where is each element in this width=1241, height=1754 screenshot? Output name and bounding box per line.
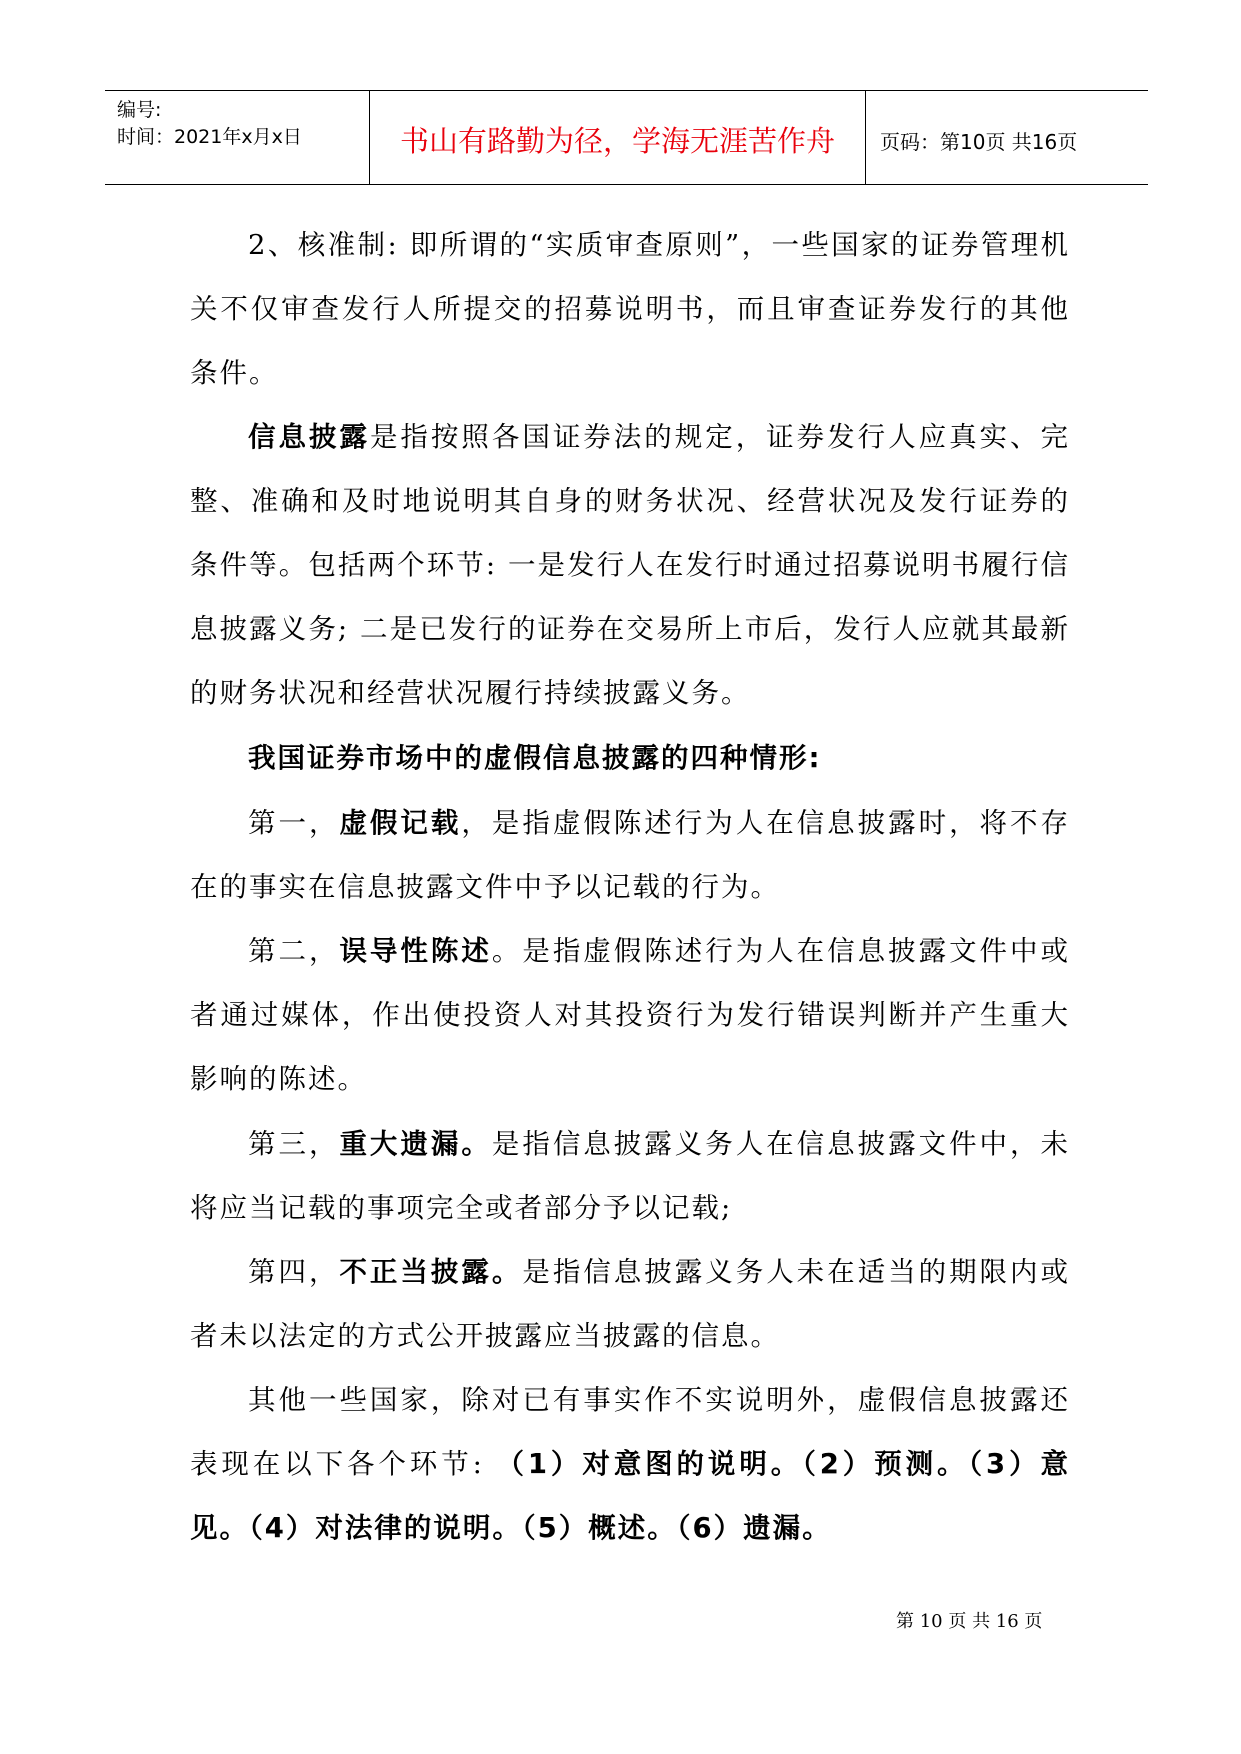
- item-prefix: 第二，: [248, 935, 340, 967]
- term-bold: 虚假记载: [339, 807, 462, 839]
- paragraph-improper-disclosure: [190, 1240, 1070, 1368]
- paragraph-other-countries: [190, 1368, 1070, 1560]
- motto: 书山有路勤为径，学海无涯苦作舟: [399, 124, 835, 158]
- item-prefix: 第四，: [248, 1256, 340, 1288]
- enumeration-bold: （1）对意图的说明。（2）预测。（3）意见。（4）对法律的说明。（5）概述。（6）遗漏。: [190, 1448, 1070, 1544]
- term-bold: 重大遗漏。: [339, 1128, 492, 1160]
- page-footer: 第 10 页 共 16 页: [896, 1611, 1043, 1632]
- heading-text: 我国证券市场中的虚假信息披露的四种情形:: [248, 742, 822, 774]
- paragraph-major-omission: [190, 1112, 1070, 1240]
- header-page-cell: [866, 91, 1148, 184]
- page-label: 页码：第10页 共16页: [880, 130, 1078, 154]
- section-heading: [190, 726, 1070, 790]
- header-motto-cell: [369, 91, 866, 184]
- paragraph-text: 其他一些国家，除对已有事实作不实说明外，虚假信息披露还表现在以下各个环节:: [190, 1384, 1070, 1480]
- paragraph-text: 是指信息披露义务人在信息披露文件中，未将应当记载的事项完全或者部分予以记载;: [190, 1128, 1071, 1224]
- term-bold: 信息披露: [248, 421, 370, 453]
- header-info-cell: [105, 91, 369, 184]
- paragraph-text: 是指信息披露义务人未在适当的期限内或者未以法定的方式公开披露应当披露的信息。: [190, 1256, 1071, 1352]
- item-prefix: 第一，: [248, 807, 340, 839]
- term-bold: 误导性陈述: [339, 935, 492, 967]
- item-prefix: 第三，: [248, 1128, 340, 1160]
- paragraph-disclosure-definition: [190, 405, 1070, 725]
- paragraph-text: ，是指虚假陈述行为人在信息披露时，将不存在的事实在信息披露文件中予以记载的行为。: [190, 807, 1071, 903]
- time-label: 时间：2021年x月x日: [117, 126, 302, 148]
- paragraph-text: 是指按照各国证券法的规定，证券发行人应真实、完整、准确和及时地说明其自身的财务状况、经营状况及发行证券的条件等。包括两个环节: 一是发行人在发行时通过招募说明书履行信息披露义务; 二是已发行的证券在交易所上市后，发行人应就其最新的财务状况和经营状况履行持续披露义务。: [190, 421, 1071, 709]
- paragraph-approval-system: [190, 213, 1070, 405]
- paragraph-text: 2、核准制: 即所谓的“实质审查原则”，一些国家的证券管理机关不仅审查发行人所提交的招募说明书，而且审查证券发行的其他条件。: [190, 229, 1070, 389]
- paragraph-misleading-statement: [190, 919, 1070, 1111]
- number-label: 编号:: [117, 99, 162, 121]
- term-bold: 不正当披露。: [339, 1256, 523, 1288]
- paragraph-false-record: [190, 791, 1070, 919]
- paragraph-text: 。是指虚假陈述行为人在信息披露文件中或者通过媒体，作出使投资人对其投资行为发行错误判断并产生重大影响的陈述。: [190, 935, 1071, 1095]
- header-table: [105, 90, 1148, 185]
